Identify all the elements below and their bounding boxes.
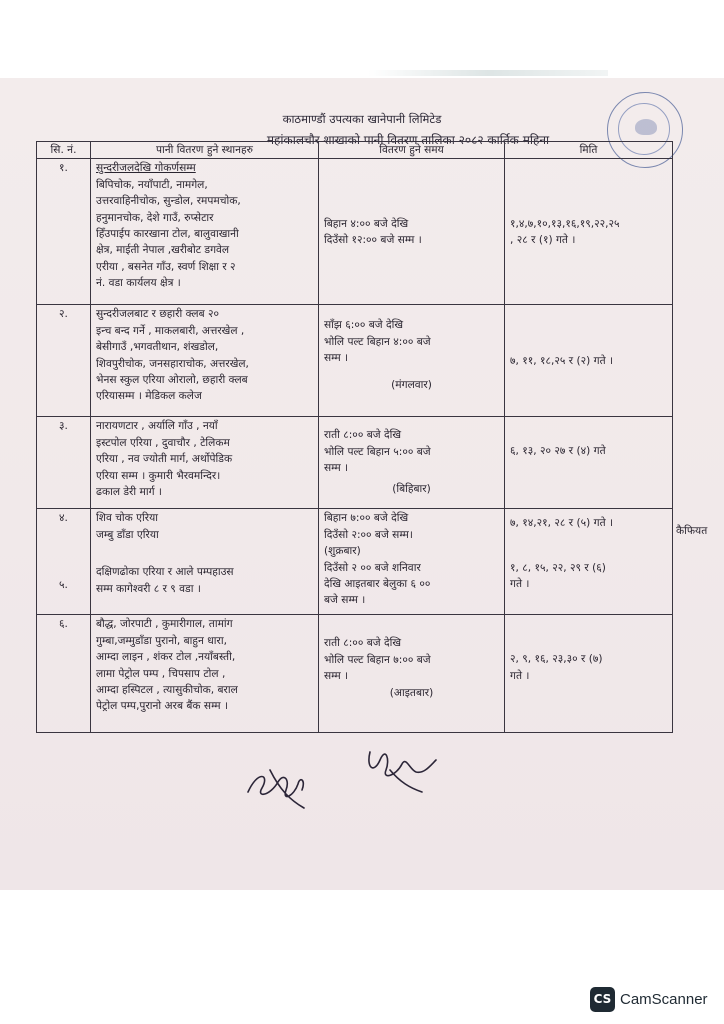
date-line: गते ।	[510, 669, 530, 682]
serial-number: ५.	[59, 578, 68, 591]
camscanner-watermark	[590, 986, 708, 1012]
time-day-label: (बिहिबार)	[392, 482, 431, 495]
distribution-schedule-table	[36, 141, 673, 733]
place-line: एरियासम्म । मेडिकल कलेज	[96, 390, 202, 403]
time-cell	[319, 159, 505, 305]
serial-cell	[37, 305, 91, 417]
serial-number: ३.	[59, 420, 68, 433]
serial-cell	[37, 615, 91, 733]
time-cell	[319, 509, 505, 615]
serial-cell	[37, 159, 91, 305]
date-line: ७, ११, १८,२५ र (२) गते ।	[510, 354, 613, 367]
time-cell	[319, 417, 505, 509]
place-line: पेट्रोल पम्प,पुरानो अरब बैंक सम्म ।	[96, 700, 228, 713]
dates-cell	[505, 615, 673, 733]
schedule-title: महांकालचौर शाखाको पानी वितरण तालिका २०८२ कार्तिक महिना	[266, 133, 550, 147]
stamp-emblem-icon	[635, 119, 657, 135]
place-line: एरिया , नव ज्योती मार्ग, अर्थोपेडिक	[96, 453, 233, 466]
place-line: हनुमानचोक, देशे गाउँ, रुप्सेटार	[96, 211, 214, 224]
place-line: गुम्बा,जम्मुडाँडा पुरानो, बाहुन धारा,	[96, 634, 227, 647]
column-header-time: वितरण हुने समय	[319, 142, 505, 159]
date-line: २, ९, १६, २३,३० र (७)	[510, 653, 603, 666]
handwritten-signatures	[240, 730, 460, 820]
column-header-serial: सि. नं.	[37, 142, 91, 159]
time-line: सम्म ।	[324, 462, 349, 475]
place-line: सुन्दरीजलबाट र छहारी क्लब २०	[96, 308, 220, 321]
time-line: दिउँसो २:०० बजे सम्म।	[324, 528, 413, 541]
column-header-places: पानी वितरण हुने स्थानहरु	[91, 142, 319, 159]
time-line: सम्म ।	[324, 670, 349, 683]
place-line: हिँउपाईप कारखाना टोल, बालुवाखानी	[96, 228, 239, 241]
place-line: सुन्दरीजलदेखि गोकर्णसम्म	[96, 162, 196, 175]
dates-cell	[505, 509, 673, 615]
time-line: राती ८:०० बजे देखि	[324, 637, 402, 650]
place-line: बौद्ध, जोरपाटी , कुमारीगाल, तामांग	[96, 618, 233, 631]
place-line: बिपिचोक, नयाँपाटी, नामगेल,	[96, 178, 208, 191]
remarks-label: कैफियत	[676, 525, 708, 537]
dates-cell	[505, 305, 673, 417]
dates-cell	[505, 417, 673, 509]
time-day-label: (आइतबार)	[389, 686, 434, 699]
time-day-label: (मंगलवार)	[391, 378, 432, 391]
time-line: भोलि पल्ट बिहान ४:०० बजे	[324, 335, 431, 348]
places-cell	[91, 509, 319, 615]
page-top-margin	[0, 0, 724, 78]
table-row	[37, 509, 673, 615]
place-line: क्षेत्र, माईती नेपाल ,खरीबोट डगवेल	[96, 244, 230, 257]
table-row	[37, 159, 673, 305]
camscanner-name: CamScanner	[620, 990, 708, 1008]
column-header-dates: मिति	[505, 142, 673, 159]
time-line: बिहान ४:०० बजे देखि	[324, 217, 409, 230]
places-cell	[91, 615, 319, 733]
signature-right	[369, 752, 436, 792]
time-day-label: (शुक्रबार)	[324, 545, 361, 558]
serial-cell	[37, 417, 91, 509]
date-line: १, ८, १५, २२, २९ र (६)	[510, 561, 606, 574]
places-cell	[91, 159, 319, 305]
place-line: लामा पेट्रोल पम्प , चिपसाप टोल ,	[96, 667, 226, 680]
serial-number: २.	[59, 308, 68, 321]
time-line: दिउँसो २ ०० बजे शनिवार	[324, 561, 421, 574]
place-line: नं. वडा कार्यलय क्षेत्र ।	[96, 277, 181, 290]
place-line: उत्तरवाहिनीचोक, सुन्डोल, रमपमचोक,	[96, 195, 241, 208]
table-header-row	[37, 142, 673, 159]
dates-cell	[505, 159, 673, 305]
serial-number: ४.	[59, 512, 68, 525]
time-line: साँझ ६:०० बजे देखि	[324, 319, 404, 332]
time-line: राती ८:०० बजे देखि	[324, 429, 402, 442]
date-line: ७, १४,२१, २८ र (५) गते ।	[510, 517, 613, 530]
place-line: आम्दा हस्पिटल , त्यासुकीचोक, बराल	[96, 684, 238, 697]
place-line: इन्च बन्द गर्ने , माकलबारी, अत्तरखेल ,	[96, 324, 245, 337]
camscanner-logo-icon: CS	[590, 987, 615, 1012]
serial-number: १.	[59, 162, 68, 175]
time-line: देखि आइतबार बेलुका ६ ००	[324, 578, 431, 591]
place-line: जम्बु डाँडा एरिया	[96, 528, 159, 541]
table-row	[37, 615, 673, 733]
place-line: नारायणटार , अर्यालि गाँउ , नयाँ	[96, 420, 218, 433]
place-line: बेसीगाउँ ,भगवतीथान, शंखडोल,	[96, 341, 219, 354]
time-line: भोलि पल्ट बिहान ५:०० बजे	[324, 445, 431, 458]
time-line: सम्म ।	[324, 352, 349, 365]
table-row	[37, 417, 673, 509]
places-cell	[91, 417, 319, 509]
organization-name: काठमाण्डौं उपत्यका खानेपानी लिमिटेड	[282, 112, 442, 126]
faint-header-line	[368, 70, 608, 76]
place-line: एरिया सम्म । कुमारी भैरवमन्दिर।	[96, 469, 221, 482]
table-row	[37, 305, 673, 417]
place-line: इस्टपोल एरिया , दुवाचौर , टेलिकम	[96, 436, 230, 449]
serial-cell	[37, 509, 91, 615]
place-line: एरीया , बसनेत गाँउ, स्वर्ण शिक्षा र २	[96, 260, 236, 273]
place-line: आम्दा लाइन , शंकर टोल ,नयाँबस्ती,	[96, 651, 236, 664]
date-line: , २८ र (१) गते ।	[510, 233, 576, 246]
places-cell	[91, 305, 319, 417]
place-line: शिव चोक एरिया	[96, 512, 159, 525]
date-line: ६, १३, २० २७ र (४) गते	[510, 445, 606, 458]
place-line: ढकाल डेरी मार्ग ।	[96, 486, 162, 499]
place-line: सम्म कागेश्वरी ८ र ९ वडा ।	[96, 582, 201, 595]
serial-number: ६.	[59, 618, 68, 631]
time-line: बजे सम्म ।	[324, 594, 366, 607]
time-cell	[319, 305, 505, 417]
place-line: शिवपुरीचोक, जनसहाराचोक, अत्तरखेल,	[96, 357, 249, 370]
time-line: दिउँसो १२:०० बजे सम्म ।	[324, 233, 422, 246]
signature-left	[248, 770, 304, 808]
time-line: भोलि पल्ट बिहान ७:०० बजे	[324, 653, 431, 666]
place-line: भेनस स्कुल एरिया ओरालो, छहारी क्लब	[96, 374, 248, 387]
time-cell	[319, 615, 505, 733]
date-line: गते ।	[510, 578, 530, 591]
time-line: बिहान ७:०० बजे देखि	[324, 512, 409, 525]
date-line: १,४,७,१०,१३,१६,१९,२२,२५	[510, 217, 620, 230]
place-line: दक्षिणढोका एरिया र आले पम्पहाउस	[96, 566, 234, 579]
